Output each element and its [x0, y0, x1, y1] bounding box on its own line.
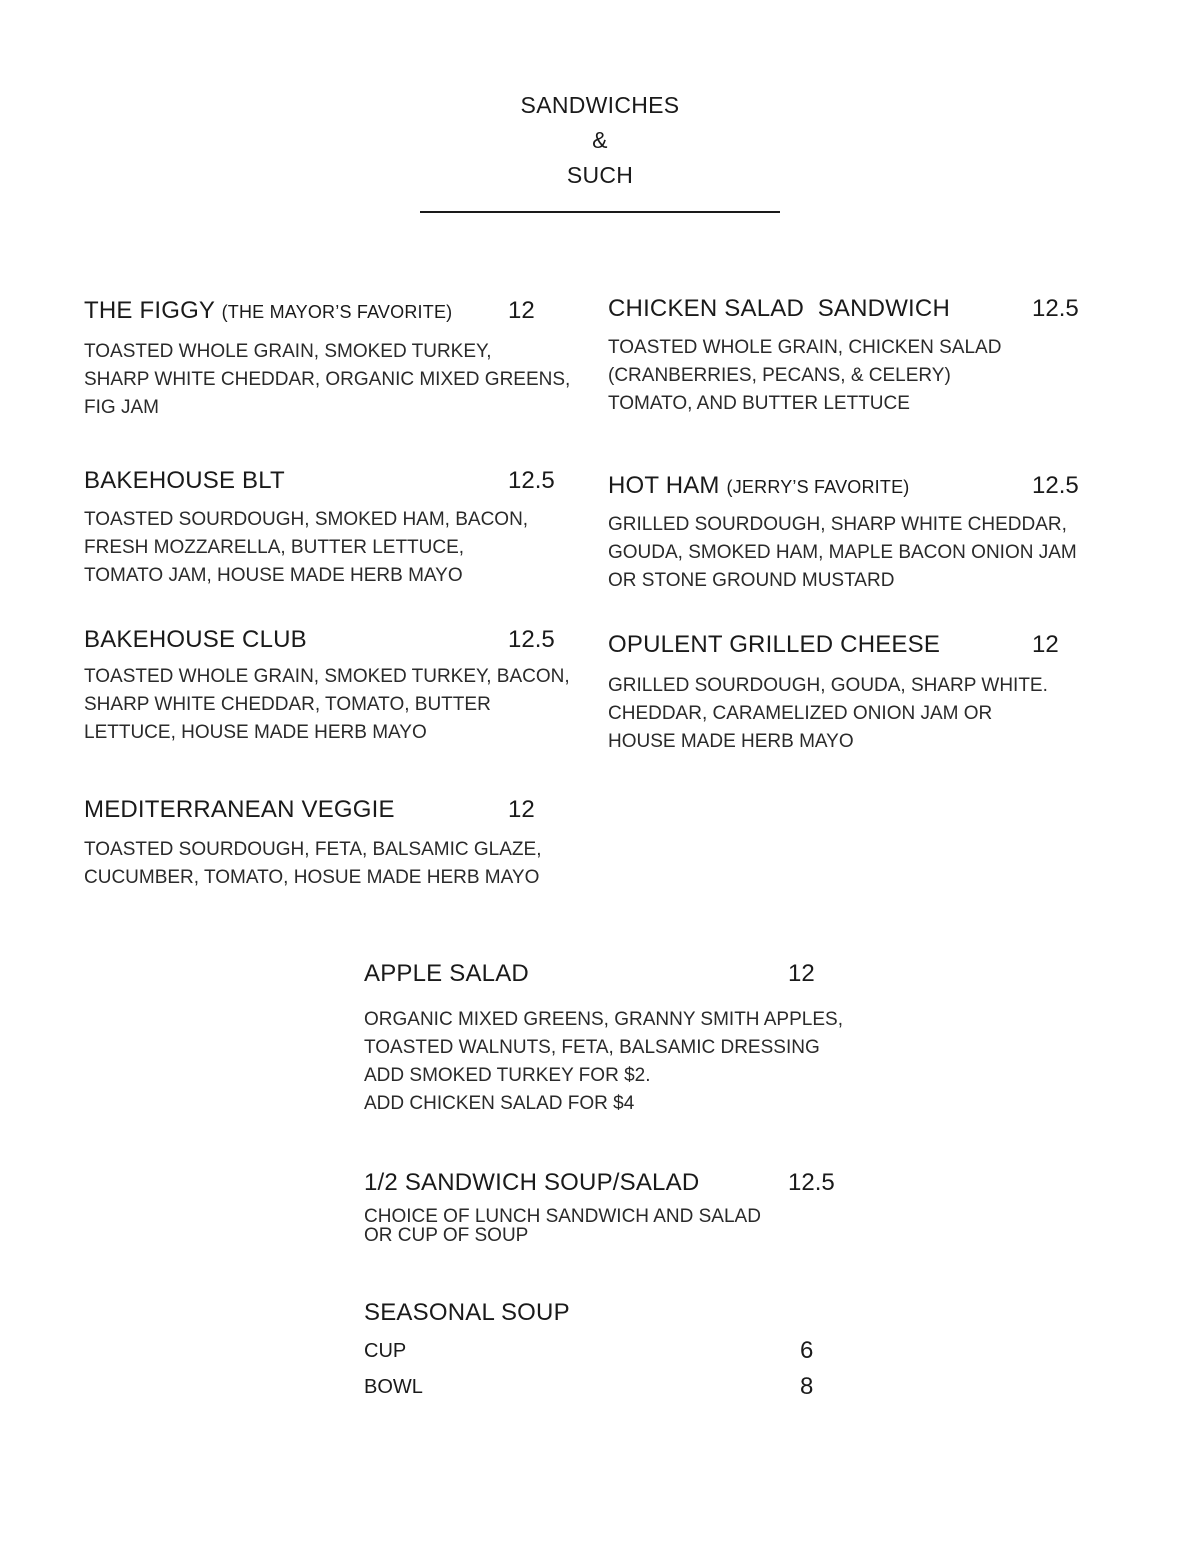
item-price: 12: [508, 796, 535, 823]
item-note: (THE MAYOR’S FAVORITE): [221, 302, 453, 322]
item-description: [364, 1006, 843, 1118]
soup-option-price: 8: [800, 1373, 814, 1400]
item-title: [364, 959, 529, 989]
description-line: OR CUP OF SOUP: [364, 1225, 529, 1246]
description-line: TOASTED WHOLE GRAIN, SMOKED TURKEY,: [84, 341, 492, 362]
item-name: THE FIGGY: [84, 297, 215, 324]
item-name: 1/2 SANDWICH SOUP/SALAD: [364, 1169, 700, 1196]
description-line: CHEDDAR, CARAMELIZED ONION JAM OR: [608, 703, 993, 724]
description-line: HOUSE MADE HERB MAYO: [608, 731, 854, 752]
description-line: FRESH MOZZARELLA, BUTTER LETTUCE,: [84, 537, 465, 558]
item-title: [608, 630, 940, 660]
soup-option-price: 6: [800, 1337, 814, 1364]
item-title: [84, 795, 395, 825]
description-line: SHARP WHITE CHEDDAR, ORGANIC MIXED GREENS,: [84, 369, 571, 390]
item-title: [84, 296, 452, 327]
item-price: 12.5: [1032, 472, 1079, 499]
item-title: [84, 466, 285, 496]
item-note: (JERRY’S FAVORITE): [726, 477, 910, 497]
item-description: [84, 836, 541, 892]
header-line-2: &: [592, 127, 608, 153]
description-line: TOASTED SOURDOUGH, FETA, BALSAMIC GLAZE,: [84, 839, 542, 860]
item-title: [364, 1168, 699, 1198]
item-description: [608, 334, 1001, 418]
item-price: 12.5: [1032, 295, 1079, 322]
menu-item-bakehouse-blt: [84, 466, 564, 596]
item-name: OPULENT GRILLED CHEESE: [608, 631, 941, 658]
item-description: [84, 663, 570, 747]
item-price: 12.5: [508, 626, 555, 653]
item-description: [84, 506, 528, 590]
item-name: SEASONAL SOUP: [364, 1299, 570, 1326]
menu-item-seasonal-soup: [364, 1298, 844, 1408]
description-line: FIG JAM: [84, 397, 159, 418]
menu-item-hot-ham: [608, 471, 1098, 601]
description-line: ADD SMOKED TURKEY FOR $2.: [364, 1065, 651, 1086]
item-price: 12: [788, 960, 815, 987]
header-divider: [420, 211, 780, 213]
description-line: TOASTED WHOLE GRAIN, CHICKEN SALAD: [608, 337, 1002, 358]
item-description: [608, 672, 1048, 756]
description-line: GRILLED SOURDOUGH, SHARP WHITE CHEDDAR,: [608, 514, 1067, 535]
menu-item-opulent-grilled-cheese: [608, 630, 1098, 760]
header-line-1: SANDWICHES: [520, 92, 680, 118]
description-line: CHOICE OF LUNCH SANDWICH AND SALAD: [364, 1206, 761, 1227]
description-line: GOUDA, SMOKED HAM, MAPLE BACON ONION JAM: [608, 542, 1077, 563]
menu-item-mediterranean-veggie: [84, 795, 564, 895]
item-name: CHICKEN SALAD SANDWICH: [608, 295, 950, 322]
menu-item-half-sandwich-combo: [364, 1168, 844, 1258]
menu-item-apple-salad: [364, 959, 844, 1119]
item-price: 12: [1032, 631, 1059, 658]
item-description: [364, 1207, 761, 1245]
description-line: LETTUCE, HOUSE MADE HERB MAYO: [84, 722, 427, 743]
description-line: TOASTED WHOLE GRAIN, SMOKED TURKEY, BACON,: [84, 666, 570, 687]
item-title: [364, 1298, 570, 1328]
description-line: SHARP WHITE CHEDDAR, TOMATO, BUTTER: [84, 694, 491, 715]
item-name: APPLE SALAD: [364, 960, 529, 987]
description-line: CUCUMBER, TOMATO, HOSUE MADE HERB MAYO: [84, 867, 540, 888]
description-line: GRILLED SOURDOUGH, GOUDA, SHARP WHITE.: [608, 675, 1048, 696]
description-line: ORGANIC MIXED GREENS, GRANNY SMITH APPLES,: [364, 1009, 843, 1030]
item-name: HOT HAM: [608, 472, 720, 499]
description-line: (CRANBERRIES, PECANS, & CELERY): [608, 365, 951, 386]
menu-item-figgy: [84, 296, 571, 426]
menu-item-chicken-salad-sandwich: [608, 294, 1088, 424]
item-title: [84, 625, 307, 655]
header-line-3: SUCH: [566, 162, 634, 188]
item-description: [608, 511, 1077, 595]
soup-option-label: CUP: [364, 1340, 407, 1362]
description-line: ADD CHICKEN SALAD FOR $4: [364, 1093, 635, 1114]
description-line: TOMATO JAM, HOUSE MADE HERB MAYO: [84, 565, 463, 586]
description-line: TOASTED SOURDOUGH, SMOKED HAM, BACON,: [84, 509, 529, 530]
item-description: [84, 338, 570, 422]
item-price: 12: [508, 297, 535, 324]
description-line: TOASTED WALNUTS, FETA, BALSAMIC DRESSING: [364, 1037, 820, 1058]
item-name: BAKEHOUSE BLT: [84, 467, 285, 494]
description-line: OR STONE GROUND MUSTARD: [608, 570, 895, 591]
soup-option-label: BOWL: [364, 1376, 423, 1398]
item-price: 12.5: [788, 1169, 835, 1196]
description-line: TOMATO, AND BUTTER LETTUCE: [608, 393, 910, 414]
menu-item-bakehouse-club: [84, 625, 574, 755]
item-name: MEDITERRANEAN VEGGIE: [84, 796, 395, 823]
item-name: BAKEHOUSE CLUB: [84, 626, 307, 653]
item-title: [608, 294, 950, 324]
item-price: 12.5: [508, 467, 555, 494]
menu-header: [0, 88, 1200, 193]
item-title: [608, 471, 909, 502]
